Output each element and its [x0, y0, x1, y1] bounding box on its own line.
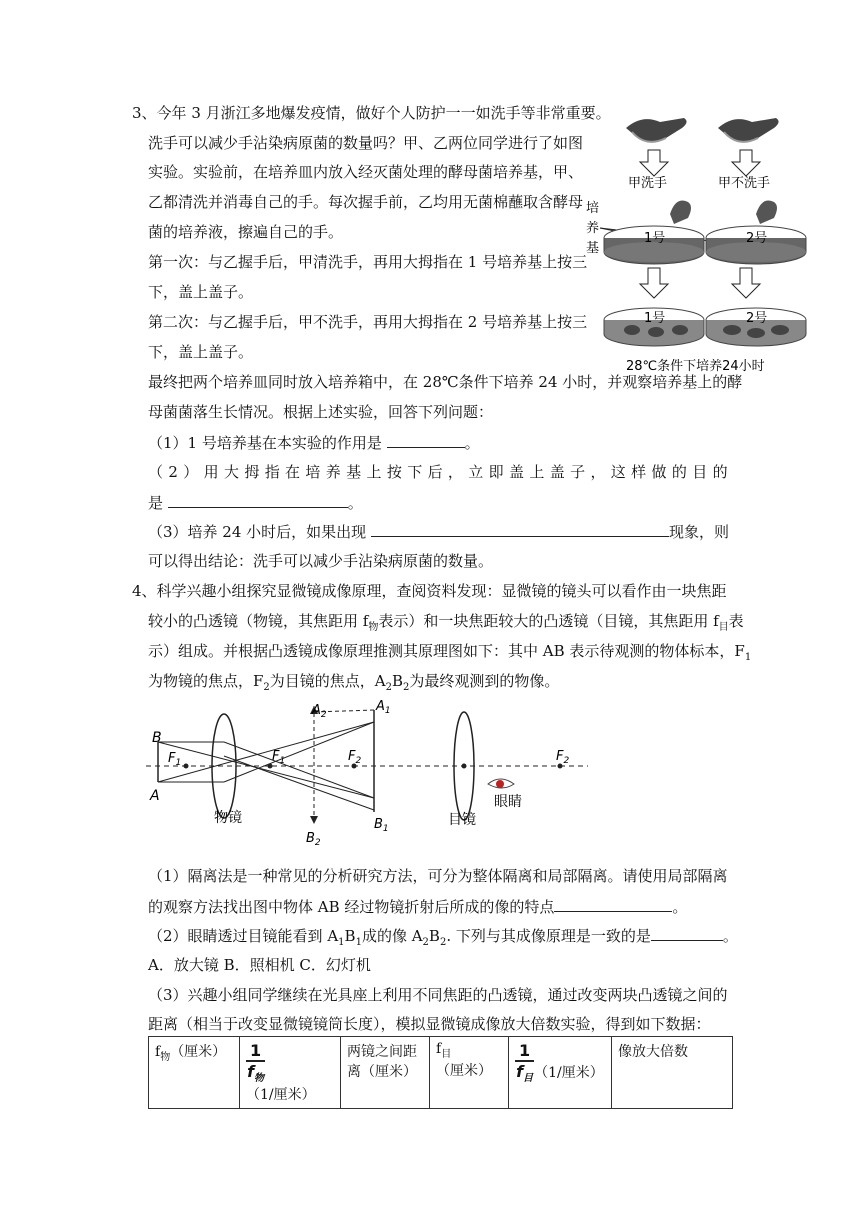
- eye-icon: [488, 779, 514, 788]
- q4-p1: （1）隔离法是一种常见的分析研究方法，可分为整体隔离和局部隔离。请使用局部隔离: [148, 867, 728, 885]
- label-F1-right: $F_1$: [272, 749, 286, 766]
- q4-text: . 下列与其成像原理是一致的是: [446, 927, 651, 945]
- q3-sub2-char: 基: [346, 463, 362, 481]
- q3-sub3: [148, 520, 729, 543]
- q3-sub2-char: 目: [692, 463, 708, 481]
- q4-p3a: （3）兴趣小组同学继续在光具座上利用不同焦距的凸透镜，通过改变两块凸透镜之间的: [148, 986, 728, 1004]
- q3-sub2-char: 的: [671, 463, 687, 481]
- q3-sub2-end: 。: [347, 494, 363, 512]
- q3-sub2-char: ，: [447, 463, 463, 481]
- q3-sub2-char: ）: [183, 463, 199, 481]
- label-F2: $F_2$: [348, 749, 362, 766]
- label-F2-right: $F_2$: [556, 749, 570, 766]
- q3-line: 实验。实验前，在培养皿内放入经灭菌处理的酵母菌培养基，甲、: [148, 163, 584, 181]
- q4-p1b: [148, 895, 687, 918]
- dish-2-label: 2号: [746, 231, 768, 246]
- q3-sub2-justified: [148, 461, 728, 483]
- q4-text: （2）眼睛透过目镜能看到 A: [148, 927, 339, 945]
- q3-line: 下，盖上盖子。: [148, 283, 254, 301]
- col-magnification: 像放大倍数: [612, 1037, 733, 1109]
- microscope-ray-diagram: [142, 698, 592, 848]
- q3-sub2-char: 盖: [509, 463, 525, 481]
- thumb-icon: [756, 201, 777, 225]
- label-A1: $A_1$: [376, 699, 391, 716]
- answer-blank[interactable]: [387, 431, 465, 448]
- table-header-row: [149, 1037, 733, 1109]
- dish-2-label: 2号: [746, 311, 768, 326]
- q3-sub2-char: （: [148, 463, 164, 481]
- label-B: B: [152, 730, 162, 746]
- q4-text: 为目镜的焦点，A: [269, 672, 386, 690]
- col-inverse-f-objective: $\frac{1}{f_物}$ （1/厘米）: [240, 1037, 341, 1109]
- jia-nowash-label: 甲不洗手: [718, 176, 771, 191]
- q4-text: 示）组成。并根据凸透镜成像原理推测其原理图如下：其中 AB 表示待观测的物体标本，F: [148, 642, 745, 660]
- q3-line: 母菌菌落生长情况。根据上述实验，回答下列问题：: [148, 403, 494, 421]
- q3-sub2-char: 的: [712, 463, 728, 481]
- subscript: 1: [744, 652, 752, 663]
- q3-sub2-char: 样: [631, 463, 647, 481]
- eye-label: 眼睛: [494, 794, 522, 810]
- q4-text: 成的像 A: [361, 927, 423, 945]
- q3-sub2-char: 子: [570, 463, 586, 481]
- col-f-eyepiece: $f_目$（厘米）: [430, 1037, 509, 1109]
- q4-text: B: [392, 672, 404, 690]
- label-A2: $A_2$: [312, 703, 327, 720]
- q3-line: 今年 3 月浙江多地爆发疫情，做好个人防护一一如洗手等非常重要。: [156, 104, 611, 122]
- q4-text: 科学兴趣小组探究显微镜成像原理，查阅资料发现：显微镜的镜头可以看作由一块焦距: [156, 582, 727, 600]
- q4-p3b: 距离（相当于改变显微镜镜筒长度），模拟显微镜成像放大倍数实验，得到如下数据：: [148, 1015, 711, 1033]
- label-F1: $F_1$: [168, 751, 182, 768]
- subscript: 2: [385, 682, 393, 693]
- subscript: 物: [368, 622, 379, 633]
- q3-sub3-end: 现象，则: [668, 523, 729, 541]
- data-table: [148, 1036, 733, 1109]
- q3-sub2-char: 即: [488, 463, 504, 481]
- q3-sub3-text: （3）培养 24 小时后，如果出现: [148, 523, 367, 541]
- q3-line: 最终把两个培养皿同时放入培养箱中，在 28℃条件下培养 24 小时，并观察培养基上的酵: [148, 373, 743, 391]
- q4-text: 表示）和一块焦距较大的凸透镜（目镜，其焦距用 f: [378, 612, 719, 630]
- arrow-down-icon: [732, 268, 760, 298]
- eyepiece-label: 目镜: [448, 812, 476, 828]
- handwash-experiment-figure: [582, 108, 812, 376]
- q3-sub2-char: 立: [468, 463, 484, 481]
- subscript: 1: [338, 937, 345, 948]
- subscript: 2: [422, 937, 429, 948]
- q3-sub2-char: 拇: [244, 463, 260, 481]
- q4-text: 表: [728, 612, 744, 630]
- col-distance: 两镜之间距 离（厘米）: [341, 1037, 430, 1109]
- q3-sub2-char: 做: [651, 463, 667, 481]
- q3-sub2-char: 大: [223, 463, 239, 481]
- q3-number-and-line1: [132, 102, 611, 124]
- q3-line: 菌的培养液，擦遍自己的手。: [148, 223, 344, 241]
- q3-sub2-char: 在: [285, 463, 301, 481]
- q4-text: B: [344, 927, 356, 945]
- q3-sub2-char: 2: [168, 463, 178, 481]
- col-inverse-f-eyepiece: $\frac{1}{f_目}$ （1/厘米）: [509, 1037, 612, 1109]
- col-f-objective: $f_物$（厘米）: [149, 1037, 240, 1109]
- q3-sub2-char: 后: [427, 463, 443, 481]
- objective-label: 物镜: [214, 810, 242, 826]
- label-B2: $B_2$: [306, 831, 321, 848]
- subscript: 2: [263, 682, 270, 693]
- q3-line: 第二次：与乙握手后，甲不洗手，再用大拇指在 2 号培养基上按三: [148, 313, 588, 331]
- subscript: 目: [718, 622, 729, 633]
- q3-sub2-cont-text: 是: [148, 494, 164, 512]
- q3-sub1-text: （1）1 号培养基在本实验的作用是: [148, 434, 382, 452]
- answer-blank[interactable]: [371, 520, 669, 537]
- q3-sub1: [148, 431, 480, 454]
- medium-label: 基: [586, 241, 600, 256]
- subscript: 2: [439, 937, 447, 948]
- q4-text: B: [428, 927, 440, 945]
- medium-label: 养: [586, 221, 600, 236]
- label-B1: $B_1$: [374, 817, 389, 834]
- q4-number: 4、: [132, 582, 157, 600]
- medium-label: 培: [586, 201, 600, 216]
- q3-sub2-cont: [148, 491, 363, 514]
- q4-text: 为最终观测到的物像。: [409, 672, 560, 690]
- q3-sub2-char: 用: [203, 463, 219, 481]
- q3-sub2-char: 指: [264, 463, 280, 481]
- q4-text: 较小的凸透镜（物镜，其焦距用 f: [148, 612, 369, 630]
- subscript: 1: [355, 937, 362, 948]
- q3-sub2-char: 上: [529, 463, 545, 481]
- q4-options: A．放大镜 B．照相机 C．幻灯机: [148, 956, 371, 974]
- q4-line1: [132, 580, 727, 602]
- arrow-down-icon: [732, 150, 760, 176]
- answer-blank[interactable]: [651, 924, 723, 941]
- q3-sub2-char: 盖: [549, 463, 565, 481]
- q3-sub2-char: 养: [325, 463, 341, 481]
- answer-blank[interactable]: [168, 491, 348, 508]
- q3-sub2-char: 这: [610, 463, 626, 481]
- jia-wash-label: 甲洗手: [628, 176, 668, 191]
- q3-sub2-char: 下: [407, 463, 423, 481]
- q3-number: 3、: [132, 104, 157, 122]
- q3-line: 乙都清洗并消毒自己的手。每次握手前，乙均用无菌棉蘸取含酵母: [148, 193, 584, 211]
- q3-sub1-end: 。: [464, 434, 480, 452]
- q4-line3: [148, 640, 751, 669]
- q3-line: 洗手可以减少手沾染病原菌的数量吗？甲、乙两位同学进行了如图: [148, 134, 584, 152]
- q4-text: 。: [722, 927, 738, 945]
- q4-text: 的观察方法找出图中物体 AB 经过物镜折射后所成的像的特点: [148, 898, 555, 916]
- q4-text: 为物镜的焦点，F: [148, 672, 264, 690]
- arrow-down-icon: [640, 268, 668, 298]
- q4-text: 。: [672, 898, 688, 916]
- dish-1-label: 1号: [644, 311, 666, 326]
- thumb-icon: [670, 201, 691, 225]
- q3-sub2-char: 培: [305, 463, 321, 481]
- q3-sub2-char: 上: [366, 463, 382, 481]
- handshake-icon: [718, 118, 779, 142]
- answer-blank[interactable]: [554, 895, 672, 912]
- q3-sub2-char: 按: [386, 463, 402, 481]
- q3-line: 下，盖上盖子。: [148, 343, 254, 361]
- subscript: 2: [403, 682, 410, 693]
- q3-sub3-cont: 可以得出结论：洗手可以减少手沾染病原菌的数量。: [148, 552, 494, 570]
- handshake-icon: [626, 118, 687, 142]
- label-A: A: [150, 788, 160, 804]
- q4-line4: [148, 670, 559, 699]
- q3-line: 第一次：与乙握手后，甲清洗手，再用大拇指在 1 号培养基上按三: [148, 253, 588, 271]
- q3-sub2-char: ，: [590, 463, 606, 481]
- q4-line2: [148, 610, 744, 639]
- q4-p2: [148, 924, 738, 954]
- arrow-down-icon: [640, 150, 668, 176]
- incubation-caption: 28℃条件下培养24小时: [626, 359, 765, 374]
- dish-1-label: 1号: [644, 231, 666, 246]
